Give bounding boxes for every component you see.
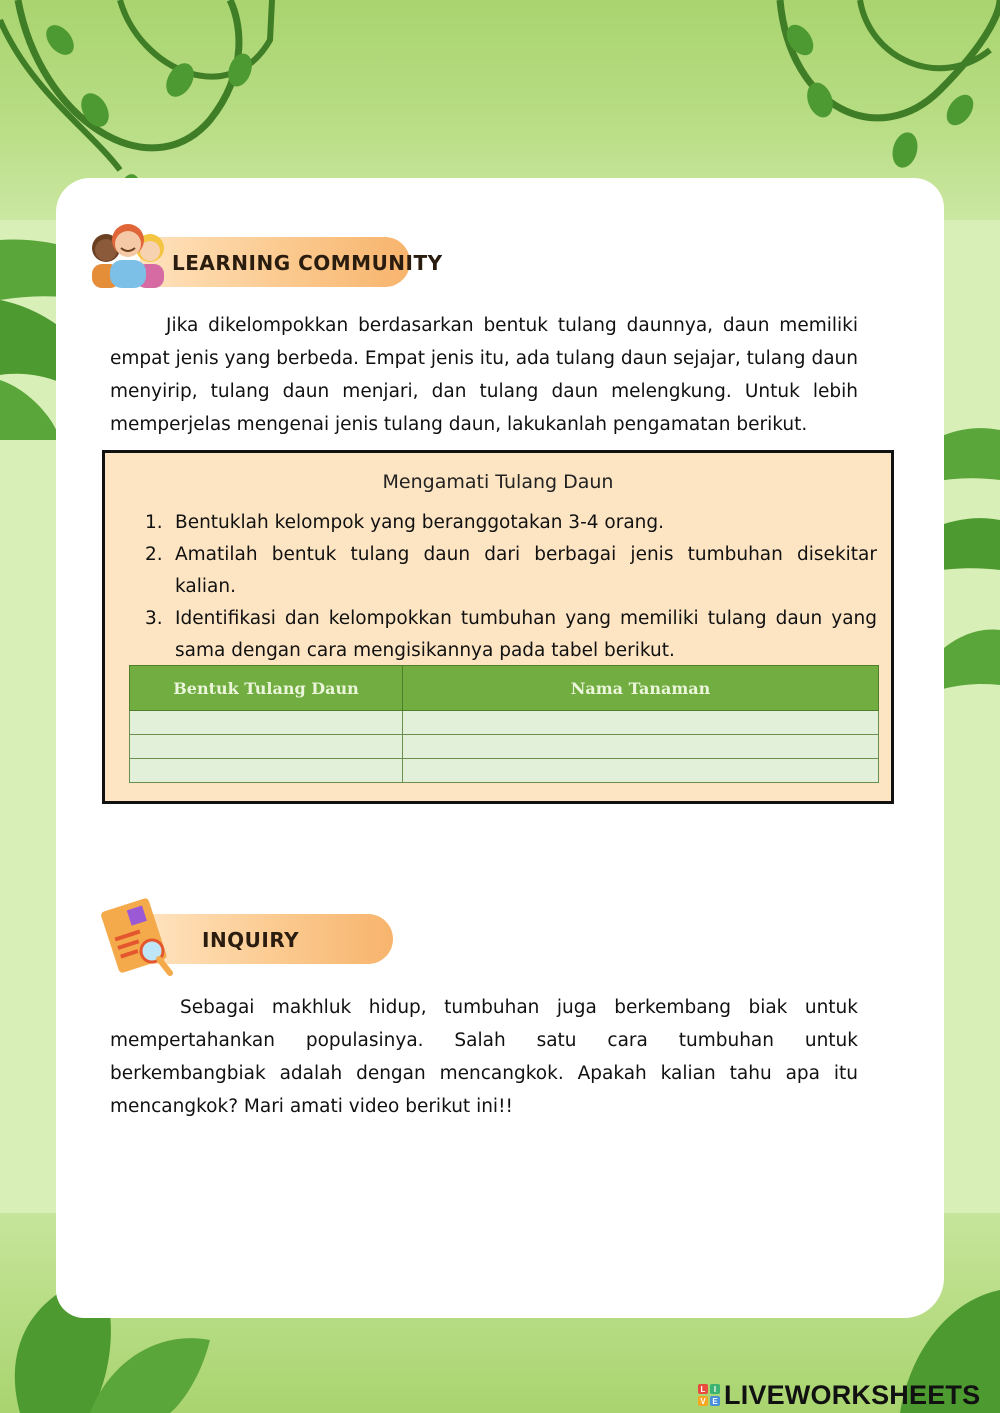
table-cell-leaf-shape[interactable]: [130, 759, 403, 783]
column-header-plant-name: Nama Tanaman: [403, 666, 879, 711]
leaf-icon: [41, 20, 80, 60]
inquiry-title: INQUIRY: [202, 928, 300, 952]
palm-leaf-icon: [0, 380, 60, 440]
leaf-icon: [941, 90, 979, 130]
inquiry-paragraph: [110, 991, 858, 1123]
leaf-icon: [889, 130, 921, 171]
learning-paragraph: [110, 309, 858, 441]
table-header-row: [130, 666, 879, 711]
step-text: Bentuklah kelompok yang beranggotakan 3-4 orang.: [175, 512, 665, 533]
table-row: [130, 735, 879, 759]
learning-paragraph-text: Jika dikelompokkan berdasarkan bentuk tulang daunnya, daun memiliki empat jenis yang berbeda. Empat jenis itu, ada tulang daun sejajar, tulang daun menyirip, tulang daun menjari, dan tulang daun melengkung. Untuk lebih memperjelas mengenai jenis tulang daun, lakukanlah pengamatan berikut.: [110, 315, 858, 435]
logo-tile: V: [698, 1396, 708, 1406]
logo-tile: L: [698, 1384, 708, 1394]
learning-community-title: LEARNING COMMUNITY: [172, 251, 443, 275]
table-cell-plant-name[interactable]: [403, 735, 879, 759]
liveworksheets-logo: [698, 1380, 980, 1410]
observation-table: [129, 665, 879, 783]
inquiry-paragraph-text: Sebagai makhluk hidup, tumbuhan juga berkembang biak untuk mempertahankan populasinya. Salah satu cara tumbuhan untuk berkembangbiak adalah dengan mencangkok. Apakah kalian tahu apa itu mencangkok? Mari amati video berikut ini!!: [110, 997, 858, 1117]
table-cell-plant-name[interactable]: [403, 759, 879, 783]
logo-tile: I: [710, 1384, 720, 1394]
table-cell-leaf-shape[interactable]: [130, 735, 403, 759]
list-item: [145, 507, 877, 539]
step-number: 3.: [145, 608, 163, 629]
step-text: Amatilah bentuk tulang daun dari berbagai jenis tumbuhan disekitar kalian.: [175, 544, 877, 597]
table-row: [130, 711, 879, 735]
document-search-icon: [96, 893, 180, 985]
activity-steps: [145, 507, 877, 667]
activity-box: [102, 450, 894, 804]
step-number: 1.: [145, 512, 163, 533]
step-text: Identifikasi dan kelompokkan tumbuhan yang memiliki tulang daun yang sama dengan cara mengisikannya pada tabel berikut.: [175, 608, 877, 661]
table-row: [130, 759, 879, 783]
liveworksheets-wordmark: LIVEWORKSHEETS: [724, 1379, 981, 1410]
logo-tile: E: [710, 1396, 720, 1406]
liveworksheets-logo-icon: [698, 1384, 720, 1406]
table-cell-plant-name[interactable]: [403, 711, 879, 735]
activity-title: Mengamati Tulang Daun: [382, 471, 614, 493]
table-cell-leaf-shape[interactable]: [130, 711, 403, 735]
column-header-leaf-shape: Bentuk Tulang Daun: [130, 666, 403, 711]
list-item: [145, 603, 877, 667]
step-number: 2.: [145, 544, 163, 565]
list-item: [145, 539, 877, 603]
people-group-icon: [88, 218, 168, 290]
